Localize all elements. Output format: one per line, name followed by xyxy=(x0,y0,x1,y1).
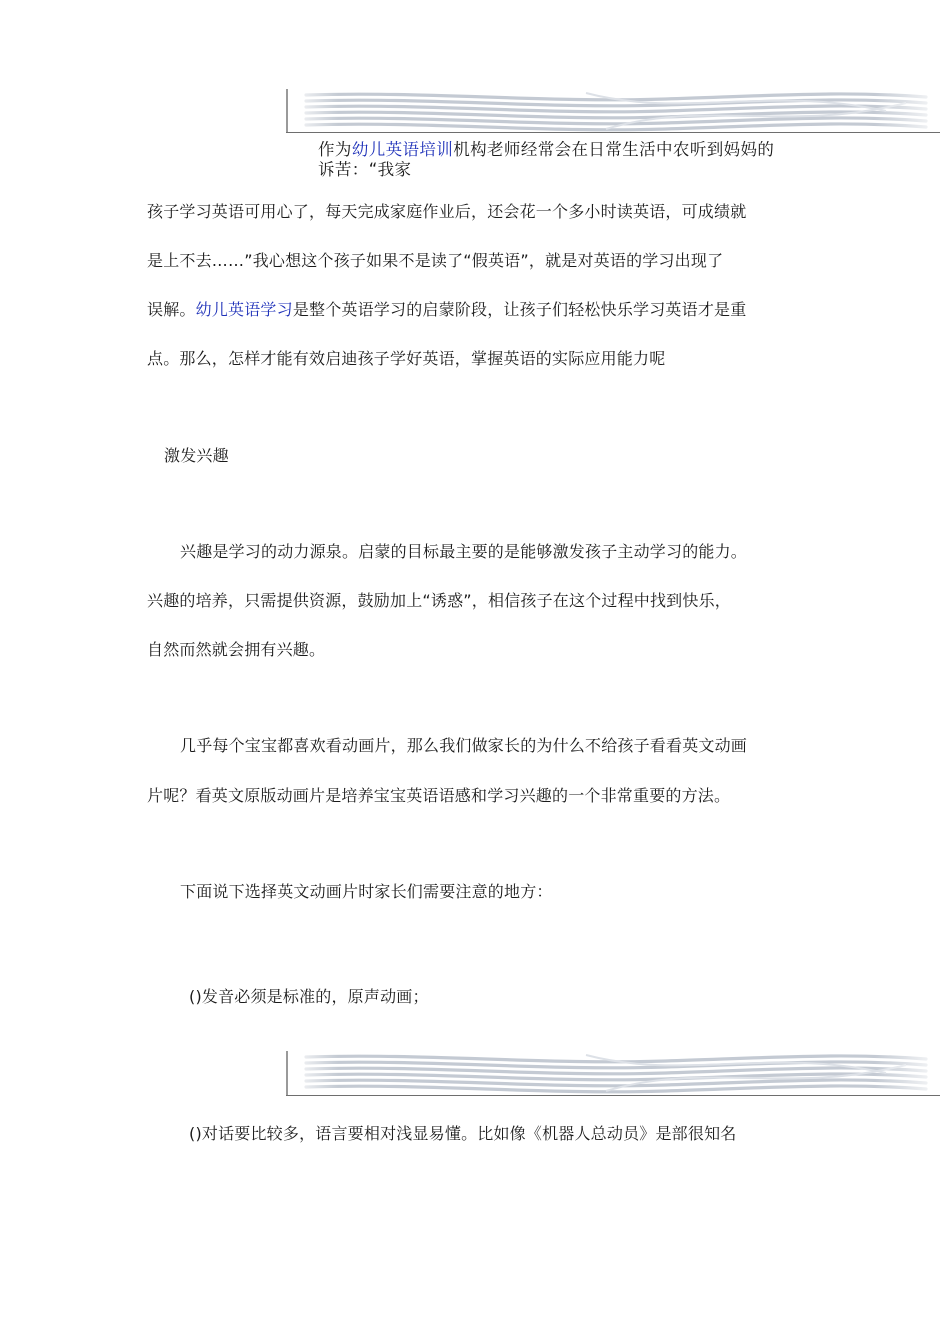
list-item-1: ()发音必须是标准的，原声动画； xyxy=(189,987,429,1006)
header-band-left-edge xyxy=(286,89,288,133)
paragraph-3-line-2: 片呢？看英文原版动画片是培养宝宝英语语感和学习兴趣的一个非常重要的方法。 xyxy=(147,786,731,805)
wave-band-graphic xyxy=(286,89,940,133)
wave-band-graphic xyxy=(286,1051,940,1095)
footer-rule xyxy=(286,1095,940,1096)
paragraph-1-line-1: 孩子学习英语可用心了，每天完成家庭作业后，还会花一个多小时读英语，可成绩就 xyxy=(147,202,747,221)
section-heading: 激发兴趣 xyxy=(164,446,229,465)
footer-wave-band xyxy=(286,1051,940,1095)
paragraph-2-line-3: 自然而然就会拥有兴趣。 xyxy=(147,640,326,659)
paragraph-1-line-2: 是上不去……”我心想这个孩子如果不是读了“假英语”，就是对英语的学习出现了 xyxy=(147,251,724,270)
header-wave-band xyxy=(286,89,940,133)
intro-line-2: 诉苦：“我家 xyxy=(318,160,412,179)
header-rule xyxy=(286,132,940,133)
paragraph-1-line-3: 误解。幼儿英语学习是整个英语学习的启蒙阶段，让孩子们轻松快乐学习英语才是重 xyxy=(147,300,747,319)
footer-band-left-edge xyxy=(286,1051,288,1095)
paragraph-1-line-4: 点。那么，怎样才能有效启迪孩子学好英语，掌握英语的实际应用能力呢 xyxy=(147,349,666,368)
paragraph-2-line-2: 兴趣的培养，只需提供资源，鼓励加上“诱惑”，相信孩子在这个过程中找到快乐， xyxy=(147,591,731,610)
intro-line-1: 作为幼儿英语培训机构老师经常会在日常生活中农听到妈妈的 xyxy=(318,140,775,159)
link-preschool-english-training[interactable]: 幼儿英语培训 xyxy=(351,140,454,159)
paragraph-2-line-1: 兴趣是学习的动力源泉。启蒙的目标最主要的是能够激发孩子主动学习的能力。 xyxy=(180,542,748,561)
paragraph-3-line-1: 几乎每个宝宝都喜欢看动画片，那么我们做家长的为什么不给孩子看看英文动画 xyxy=(180,736,748,755)
paragraph-4: 下面说下选择英文动画片时家长们需要注意的地方： xyxy=(180,882,553,901)
list-item-2: ()对话要比较多，语言要相对浅显易懂。比如像《机器人总动员》是部很知名 xyxy=(189,1124,737,1143)
link-preschool-english-learning[interactable]: 幼儿英语学习 xyxy=(195,300,293,319)
